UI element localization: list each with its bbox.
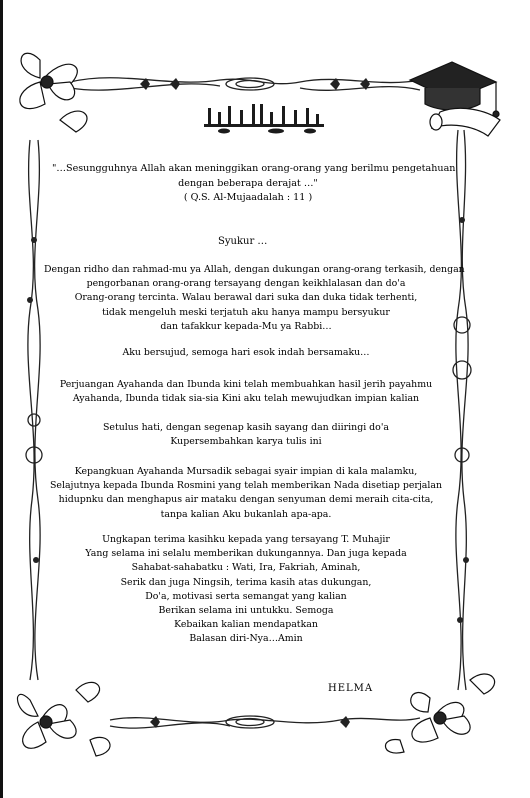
paragraph-family xyxy=(44,465,448,522)
text-line: Serik dan juga Ningsih, terima kasih atas dukungan, xyxy=(120,576,372,588)
text-line: tanpa kalian Aku bukanlah apa-apa. xyxy=(160,508,332,520)
text-line: Setulus hati, dengan segenap kasih sayang dan diiringi do'a xyxy=(103,422,389,433)
text-line: Selajutnya kepada Ibunda Rosmini yang telah memberikan Nada disetiap perjalan xyxy=(49,480,442,492)
diploma-scroll-icon xyxy=(430,108,500,136)
text-line: Kebaikan kalian mendapatkan xyxy=(174,619,318,631)
signature: HELMA xyxy=(328,683,374,694)
text-line: Ayahanda, Ibunda tidak sia-sia Kini aku telah mewujudkan impian kalian xyxy=(72,393,420,405)
corner-flower-top-left xyxy=(20,53,87,132)
paragraph-prayer xyxy=(44,346,448,360)
section-heading: Syukur … xyxy=(218,236,268,247)
text-line: Balasan diri-Nya…Amin xyxy=(189,633,303,645)
text-line: Ungkapan terima kasihku kepada yang tersayang T. Muhajir xyxy=(102,534,390,545)
text-line: Kupersembahkan karya tulis ini xyxy=(170,436,322,448)
text-line: dan tafakkur kepada-Mu ya Rabbi… xyxy=(160,320,332,332)
text-line: Perjuangan Ayahanda dan Ibunda kini telah membuahkan hasil jerih payahmu xyxy=(59,379,433,390)
text-line: Berikan selama ini untukku. Semoga xyxy=(158,605,334,617)
text-line: pengorbanan orang-orang tersayang dengan keikhlalasan dan do'a xyxy=(86,278,406,290)
paragraph-gratitude xyxy=(44,263,465,334)
bismillah-calligraphy xyxy=(200,102,330,138)
paragraph-dedication xyxy=(44,421,448,449)
text-line: Sahabat-sahabatku : Wati, Ira, Fakriah, Aminah, xyxy=(131,562,361,574)
text-line: Yang selama ini selalu memberikan dukungannya. Dan juga kepada xyxy=(85,548,407,560)
paragraph-thanks xyxy=(44,533,448,647)
paragraph-parents xyxy=(44,378,448,406)
quran-quote xyxy=(52,162,456,206)
corner-flower-bottom-left xyxy=(18,682,111,756)
text-line: hidupnku dan menghapus air mataku dengan senyuman demi meraih cita-cita, xyxy=(58,494,434,506)
text-line: tidak mengeluh meski terjatuh aku hanya mampu bersyukur xyxy=(102,306,390,318)
text-line: Kepangkuan Ayahanda Mursadik sebagai syair impian di kala malamku, xyxy=(74,466,418,477)
quote-line: dengan beberapa derajat …" xyxy=(178,177,318,189)
quote-reference: ( Q.S. Al-Mujaadalah : 11 ) xyxy=(183,192,313,203)
quote-line: "…Sesungguhnya Allah akan meninggikan orang-orang yang berilmu pengetahuan xyxy=(52,163,456,174)
text-line: Do'a, motivasi serta semangat yang kalian xyxy=(145,590,347,602)
text-line: Orang-orang tercinta. Walau berawal dari suka dan duka tidak terhenti, xyxy=(74,292,418,304)
text-line: Dengan ridho dan rahmad-mu ya Allah, dengan dukungan orang-orang terkasih, dengan xyxy=(44,264,465,275)
text-line: Aku bersujud, semoga hari esok indah bersamaku… xyxy=(122,347,370,358)
corner-flower-bottom-right xyxy=(385,674,494,753)
